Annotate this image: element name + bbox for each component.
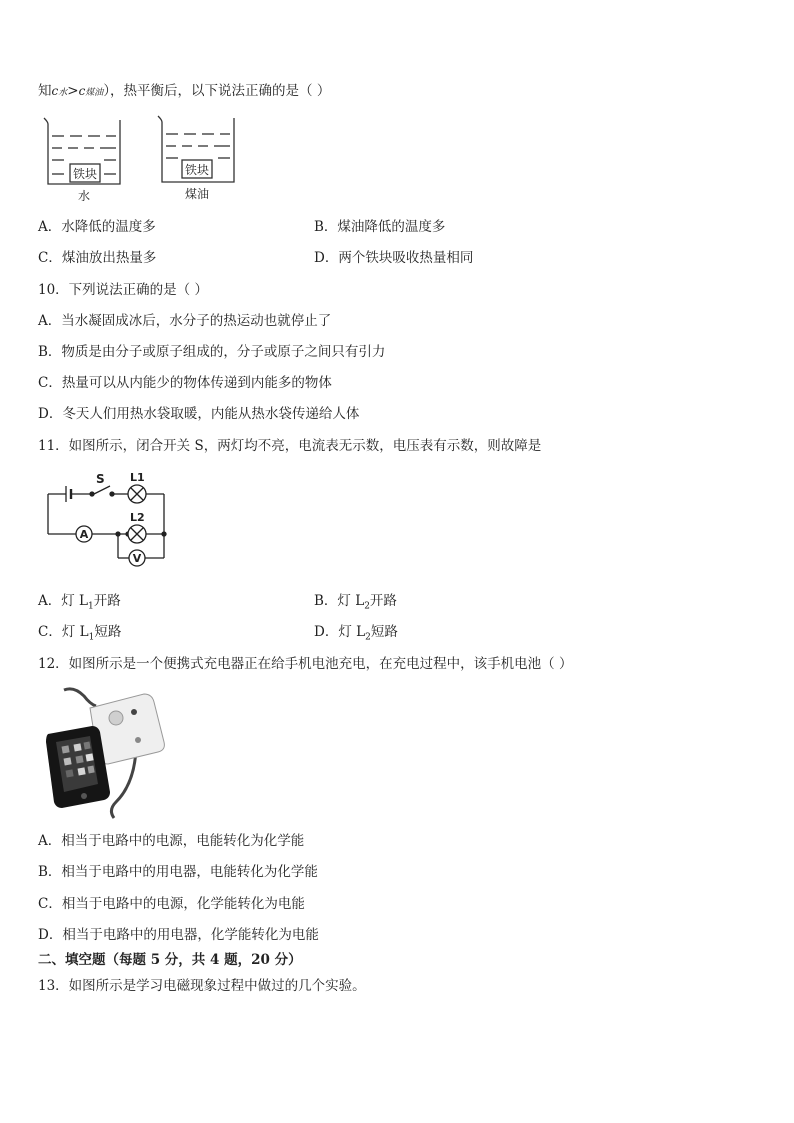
phone [46, 726, 110, 808]
beaker-water-label: 水 [77, 189, 91, 203]
section-2-title: 二、填空题（每题 5 分，共 4 题，20 分） [38, 952, 302, 968]
q9-option-d: D．两个铁块吸收热量相同 [314, 250, 474, 266]
q12-stem: 12．如图所示是一个便携式充电器正在给手机电池充电，在充电过程中，该手机电池（ ） [38, 656, 573, 672]
q9-intro: 知c水>c煤油），热平衡后，以下说法正确的是（ ） [38, 83, 331, 99]
voltmeter-label: V [132, 552, 142, 565]
ammeter-label: A [79, 528, 89, 541]
beaker-kerosene-label: 煤油 [184, 187, 210, 201]
q12-option-d: D．相当于电路中的用电器，化学能转化为电能 [38, 927, 319, 943]
q10-stem: 10．下列说法正确的是（ ） [38, 282, 208, 298]
lamp-l1-label: L1 [130, 471, 145, 484]
q10-option-b: B．物质是由分子或原子组成的，分子或原子之间只有引力 [38, 344, 386, 360]
lamp-l2-label: L2 [130, 511, 145, 524]
q11-option-c: C．灯 $L_1$短路 [38, 624, 122, 643]
q12-option-a: A．相当于电路中的电源，电能转化为化学能 [38, 833, 305, 849]
q11-stem: 11．如图所示，闭合开关 S，两灯均不亮，电流表无示数，电压表有示数，则故障是 [38, 438, 542, 454]
charger-phone-photo [44, 684, 168, 820]
circuit-diagram [38, 470, 178, 574]
q10-option-a: A．当水凝固成冰后，水分子的热运动也就停止了 [38, 313, 332, 329]
q9-option-a: A．水降低的温度多 [38, 219, 156, 235]
q10-option-c: C．热量可以从内能少的物体传递到内能多的物体 [38, 375, 332, 391]
q11-option-d: D．灯 $L_2$短路 [314, 624, 398, 643]
q10-option-d: D．冬天人们用热水袋取暖，内能从热水袋传递给人体 [38, 406, 360, 422]
beakers-figure [38, 112, 238, 204]
q9-option-c: C．煤油放出热量多 [38, 250, 157, 266]
q12-option-c: C．相当于电路中的电源，化学能转化为电能 [38, 896, 305, 912]
q11-option-a: A．灯 $L_1$开路 [38, 593, 121, 612]
q11-option-b: B．灯 $L_2$开路 [314, 593, 397, 612]
switch-label: S [96, 472, 105, 486]
switch-blade [94, 486, 110, 494]
q12-option-b: B．相当于电路中的用电器，电能转化为化学能 [38, 864, 318, 880]
beaker-water-block-label: 铁块 [72, 167, 98, 181]
q9-option-b: B．煤油降低的温度多 [314, 219, 446, 235]
q13-stem: 13．如图所示是学习电磁现象过程中做过的几个实验。 [38, 978, 366, 994]
beaker-kerosene-block-label: 铁块 [184, 163, 210, 177]
